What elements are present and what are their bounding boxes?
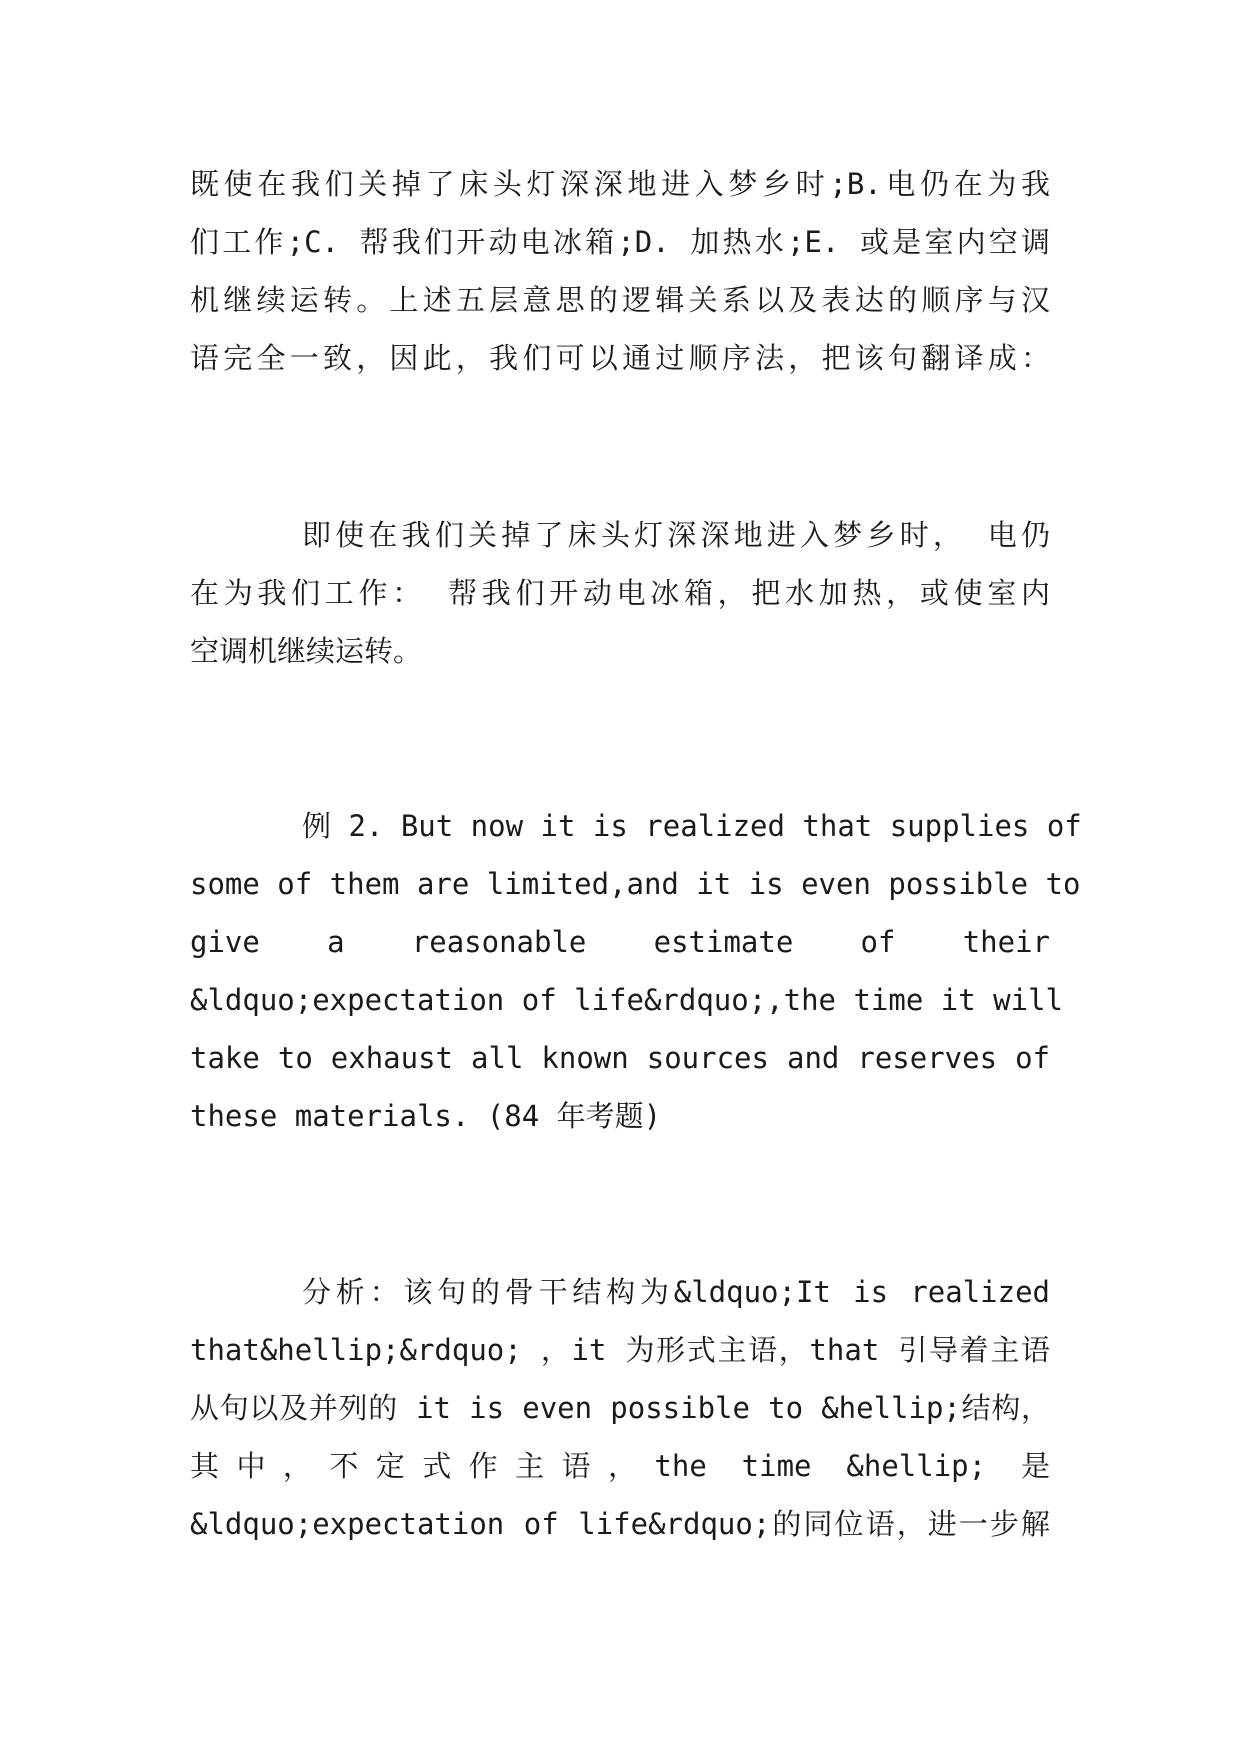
- text-line: give a reasonable estimate of their: [190, 925, 1050, 959]
- text-line: 语完全一致，因此，我们可以通过顺序法，把该句翻译成：: [190, 341, 1050, 375]
- text-line: 分析：该句的骨干结构为&ldquo;It is realized: [302, 1275, 1050, 1309]
- paragraph-example-2: [190, 797, 1082, 1145]
- paragraph-translation-analysis: [190, 155, 1050, 387]
- text-line: take to exhaust all known sources and reserves of: [190, 1041, 1050, 1075]
- text-line: 既使在我们关掉了床头灯深深地进入梦乡时;B.电仍在为我: [190, 167, 1050, 201]
- text-line: 从句以及并列的 it is even possible to &hellip;结构，: [190, 1391, 1050, 1425]
- text-line: &ldquo;expectation of life&rdquo;的同位语，进一步解: [190, 1507, 1050, 1541]
- text-line: 例 2. But now it is realized that supplies of: [302, 809, 1082, 843]
- text-line: &ldquo;expectation of life&rdquo;,the time it will: [190, 983, 1063, 1017]
- text-line: 们工作;C. 帮我们开动电冰箱;D. 加热水;E. 或是室内空调: [190, 225, 1050, 259]
- text-line: some of them are limited,and it is even possible to: [190, 867, 1081, 901]
- text-line: 即使在我们关掉了床头灯深深地进入梦乡时， 电仍: [302, 518, 1050, 552]
- text-line: these materials. (84 年考题): [190, 1099, 662, 1133]
- text-line: 在为我们工作： 帮我们开动电冰箱，把水加热，或使室内: [190, 576, 1050, 610]
- text-line: that&hellip;&rdquo; ，it 为形式主语，that 引导着主语: [190, 1333, 1050, 1367]
- text-line: 其中，不定式作主语，the time &hellip; 是: [190, 1449, 1050, 1483]
- text-line: 机继续运转。上述五层意思的逻辑关系以及表达的顺序与汉: [190, 283, 1050, 317]
- paragraph-translation-result: [190, 506, 1050, 680]
- text-line: 空调机继续运转。: [190, 634, 423, 668]
- paragraph-analysis: [190, 1263, 1050, 1553]
